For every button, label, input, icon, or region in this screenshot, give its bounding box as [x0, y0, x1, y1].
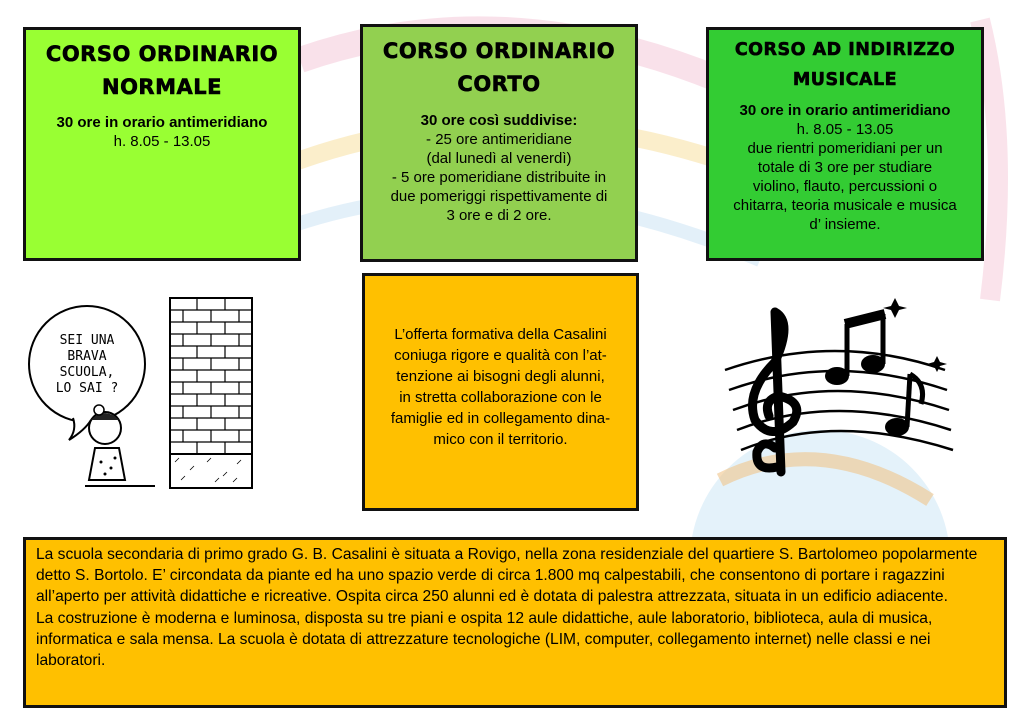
detail-line: (dal lunedì al venerdì)	[426, 150, 572, 167]
offer-line: in stretta collaborazione con le	[399, 389, 602, 406]
course-title	[709, 35, 981, 95]
detail-line: chitarra, teoria musicale e musica	[733, 197, 957, 214]
title-line-1: CORSO AD INDIRIZZO	[734, 40, 956, 60]
school-description-box	[23, 537, 1007, 708]
detail-line: h. 8.05 - 13.05	[796, 121, 894, 138]
detail-line: d’ insieme.	[809, 216, 881, 233]
detail-line: totale di 3 ore per studiare	[757, 159, 933, 176]
speech-line: LO SAI ?	[55, 381, 119, 396]
offer-line: famiglie ed in collegamento dina-	[390, 410, 611, 427]
detail-line: - 5 ore pomeridiane distribuite in	[391, 169, 607, 186]
detail-line: due pomeriggi rispettivamente di	[390, 188, 608, 205]
detail-line: 3 ore e di 2 ore.	[446, 207, 552, 224]
course-title	[26, 38, 298, 104]
hours-line: 30 ore in orario antimeridiano	[739, 102, 951, 119]
cartoon-girl-wall-icon	[25, 290, 265, 495]
offer-line: coniuga rigore e qualità con l’at-	[394, 347, 607, 364]
hours-line: 30 ore così suddivise:	[420, 112, 578, 129]
course-short-box	[360, 24, 638, 262]
offer-line: L’offerta formativa della Casalini	[394, 326, 607, 343]
title-line-2: NORMALE	[102, 75, 222, 99]
offer-box	[362, 273, 639, 511]
music-notes-icon	[715, 292, 960, 492]
course-normal-box	[23, 27, 301, 261]
course-music-box	[706, 27, 984, 261]
course-title	[363, 35, 635, 101]
title-line-2: CORTO	[457, 72, 541, 96]
speech-line: SCUOLA,	[59, 365, 115, 380]
speech-line: SEI UNA	[59, 333, 115, 348]
title-line-2: MUSICALE	[792, 70, 898, 90]
hours-line: 30 ore in orario antimeridiano	[56, 114, 268, 131]
detail-line: violino, flauto, percussioni o	[752, 178, 938, 195]
offer-line: tenzione ai bisogni degli alunni,	[396, 368, 605, 385]
description-paragraph: La scuola secondaria di primo grado G. B. Casalini è situata a Rovigo, nella zona residenziale del quartiere S. Bartolomeo popolarmente detto S. Bortolo. E’ circondata da piante ed ha uno spazio verde di circa 1.800 mq calpestabili, che consentono di portare i ragazzini all’aperto per attività didattiche e ricreative. Ospita circa 250 alunni ed è dotata di palestra attrezzata, situata in un edificio adiacente.	[36, 546, 978, 606]
offer-line: mico con il territorio.	[433, 431, 568, 448]
title-line-1: CORSO ORDINARIO	[45, 42, 279, 66]
title-line-1: CORSO ORDINARIO	[382, 39, 616, 63]
detail-line: due rientri pomeridiani per un	[747, 140, 943, 157]
schedule-line: h. 8.05 - 13.05	[113, 133, 211, 150]
speech-line: BRAVA	[67, 349, 107, 364]
description-paragraph: La costruzione è moderna e luminosa, disposta su tre piani e ospita 12 aule didattiche, aule laboratorio, biblioteca, aula di musica, informatica e sala mensa. La scuola è dotata di attrezzature tecnologiche (LIM, computer, collegamento internet) nelle classi e nei laboratori.	[36, 609, 933, 670]
detail-line: - 25 ore antimeridiane	[426, 131, 572, 148]
